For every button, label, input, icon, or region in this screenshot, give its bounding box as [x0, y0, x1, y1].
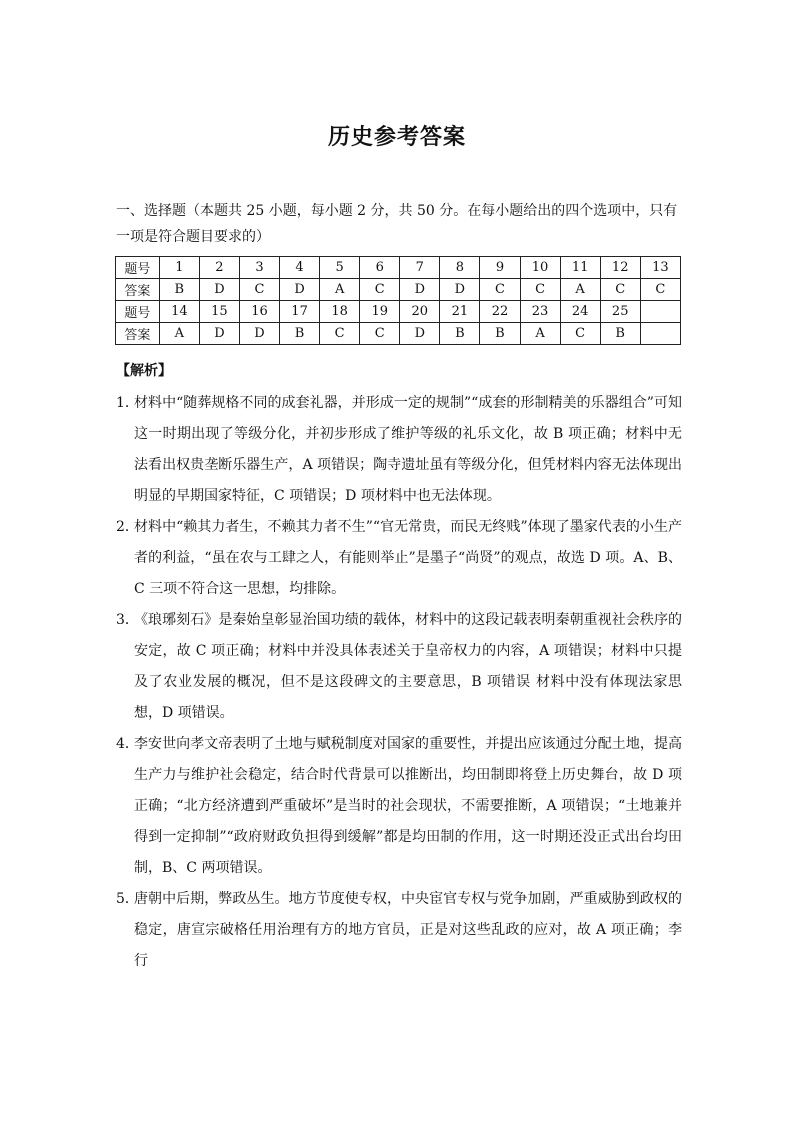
- item-text: 《琅琊刻石》是秦始皇彰显治国功绩的载体，材料中的这段记载表明秦朝重视社会秩序的安定，故 C 项正确；材料中并没具体表述关于皇帝权力的内容，A 项错误；材料中只提及了农业发展的概况，但不是这段碑文的主要意思，B 项错误 材料中没有体现法家思想，D 项错误。: [134, 612, 682, 721]
- table-cell: A: [159, 323, 199, 345]
- item-text: 唐朝中后期，弊政丛生。地方节度使专权，中央宦官专权与党争加剧，严重威胁到政权的稳定，唐宣宗破格任用治理有方的地方官员，正是对这些乱政的应对，故 A 项正确；李行: [134, 891, 682, 969]
- analysis-list: [116, 388, 682, 977]
- table-cell: 14: [159, 301, 199, 323]
- table-cell: 22: [480, 301, 520, 323]
- table-cell: D: [400, 279, 440, 301]
- table-cell: 7: [400, 257, 440, 279]
- table-cell: B: [280, 323, 320, 345]
- table-cell: C: [600, 279, 640, 301]
- table-cell: D: [400, 323, 440, 345]
- item-number: 3．: [116, 612, 139, 628]
- item-text: 材料中“赖其力者生，不赖其力者不生”“官无常贵，而民无终贱”体现了墨家代表的小生产者的利益，“虽在农与工肆之人，有能则举止”是墨子“尚贤”的观点，故选 D 项。A、B、C 三项不符合这一思想，均排除。: [134, 519, 682, 597]
- table-cell: D: [199, 279, 239, 301]
- table-cell: 3: [239, 257, 279, 279]
- analysis-item-4: [116, 729, 682, 884]
- table-cell: 15: [199, 301, 239, 323]
- item-text: 李安世向孝文帝表明了土地与赋税制度对国家的重要性，并提出应该通过分配土地，提高生产力与维护社会稳定，结合时代背景可以推断出，均田制即将登上历史舞台，故 D 项正确；“北方经济遭到严重破坏”是当时的社会现状，不需要推断，A 项错误；“土地兼并得到一定抑制”“政府财政负担得到缓解”都是均田制的作用，这一时期还没正式出台均田制，B、C 两项错误。: [134, 736, 682, 876]
- table-cell: 16: [239, 301, 279, 323]
- item-number: 4．: [116, 736, 139, 752]
- table-cell: 1: [159, 257, 199, 279]
- analysis-label: 【解析】: [116, 363, 172, 379]
- row-header-cell: 题号: [116, 257, 160, 279]
- item-number: 2．: [116, 519, 139, 535]
- analysis-item-1: [116, 388, 682, 512]
- table-cell: 18: [320, 301, 360, 323]
- table-cell: B: [480, 323, 520, 345]
- table-cell: D: [239, 323, 279, 345]
- table-cell: 12: [600, 257, 640, 279]
- table-cell: B: [600, 323, 640, 345]
- item-number: 1．: [116, 395, 139, 411]
- table-cell: C: [640, 279, 680, 301]
- answer-table: [115, 256, 681, 345]
- table-cell: C: [520, 279, 560, 301]
- table-cell: A: [320, 279, 360, 301]
- table-row: [116, 257, 681, 279]
- table-cell: C: [239, 279, 279, 301]
- table-cell: 8: [440, 257, 480, 279]
- table-cell: 19: [360, 301, 400, 323]
- table-cell: C: [480, 279, 520, 301]
- table-cell: 20: [400, 301, 440, 323]
- table-cell: A: [520, 323, 560, 345]
- section-intro: 一、选择题（本题共 25 小题，每小题 2 分，共 50 分。在每小题给出的四个选项中，只有一项是符合题目要求的）: [116, 203, 678, 245]
- page-title: 历史参考答案: [327, 124, 466, 150]
- table-cell: 25: [600, 301, 640, 323]
- table-cell: D: [199, 323, 239, 345]
- table-cell: 13: [640, 257, 680, 279]
- table-cell: 2: [199, 257, 239, 279]
- table-cell: 5: [320, 257, 360, 279]
- table-cell: D: [280, 279, 320, 301]
- analysis-item-2: [116, 512, 682, 605]
- table-cell: 23: [520, 301, 560, 323]
- table-cell: C: [360, 323, 400, 345]
- row-header-cell: 题号: [116, 301, 160, 323]
- table-row: [116, 301, 681, 323]
- table-cell: A: [560, 279, 600, 301]
- table-cell: [640, 323, 680, 345]
- table-cell: B: [159, 279, 199, 301]
- analysis-item-5: [116, 884, 682, 977]
- table-cell: 24: [560, 301, 600, 323]
- table-cell: C: [560, 323, 600, 345]
- table-cell: 11: [560, 257, 600, 279]
- table-cell: 17: [280, 301, 320, 323]
- item-text: 材料中“随葬规格不同的成套礼器，并形成一定的规制”“成套的形制精美的乐器组合”可知这一时期出现了等级分化，并初步形成了维护等级的礼乐文化，故 B 项正确；材料中无法看出权贵垄断乐器生产，A 项错误；陶寺遗址虽有等级分化，但凭材料内容无法体现出明显的早期国家特征，C 项错误；D 项材料中也无法体现。: [134, 395, 682, 504]
- table-row: [116, 279, 681, 301]
- analysis-item-3: [116, 605, 682, 729]
- row-header-cell: 答案: [116, 323, 160, 345]
- table-cell: 4: [280, 257, 320, 279]
- table-cell: D: [440, 279, 480, 301]
- table-cell: B: [440, 323, 480, 345]
- table-cell: 21: [440, 301, 480, 323]
- table-row: [116, 323, 681, 345]
- table-cell: [640, 301, 680, 323]
- table-cell: C: [360, 279, 400, 301]
- row-header-cell: 答案: [116, 279, 160, 301]
- item-number: 5．: [116, 891, 139, 907]
- table-cell: 6: [360, 257, 400, 279]
- table-cell: C: [320, 323, 360, 345]
- table-cell: 9: [480, 257, 520, 279]
- table-cell: 10: [520, 257, 560, 279]
